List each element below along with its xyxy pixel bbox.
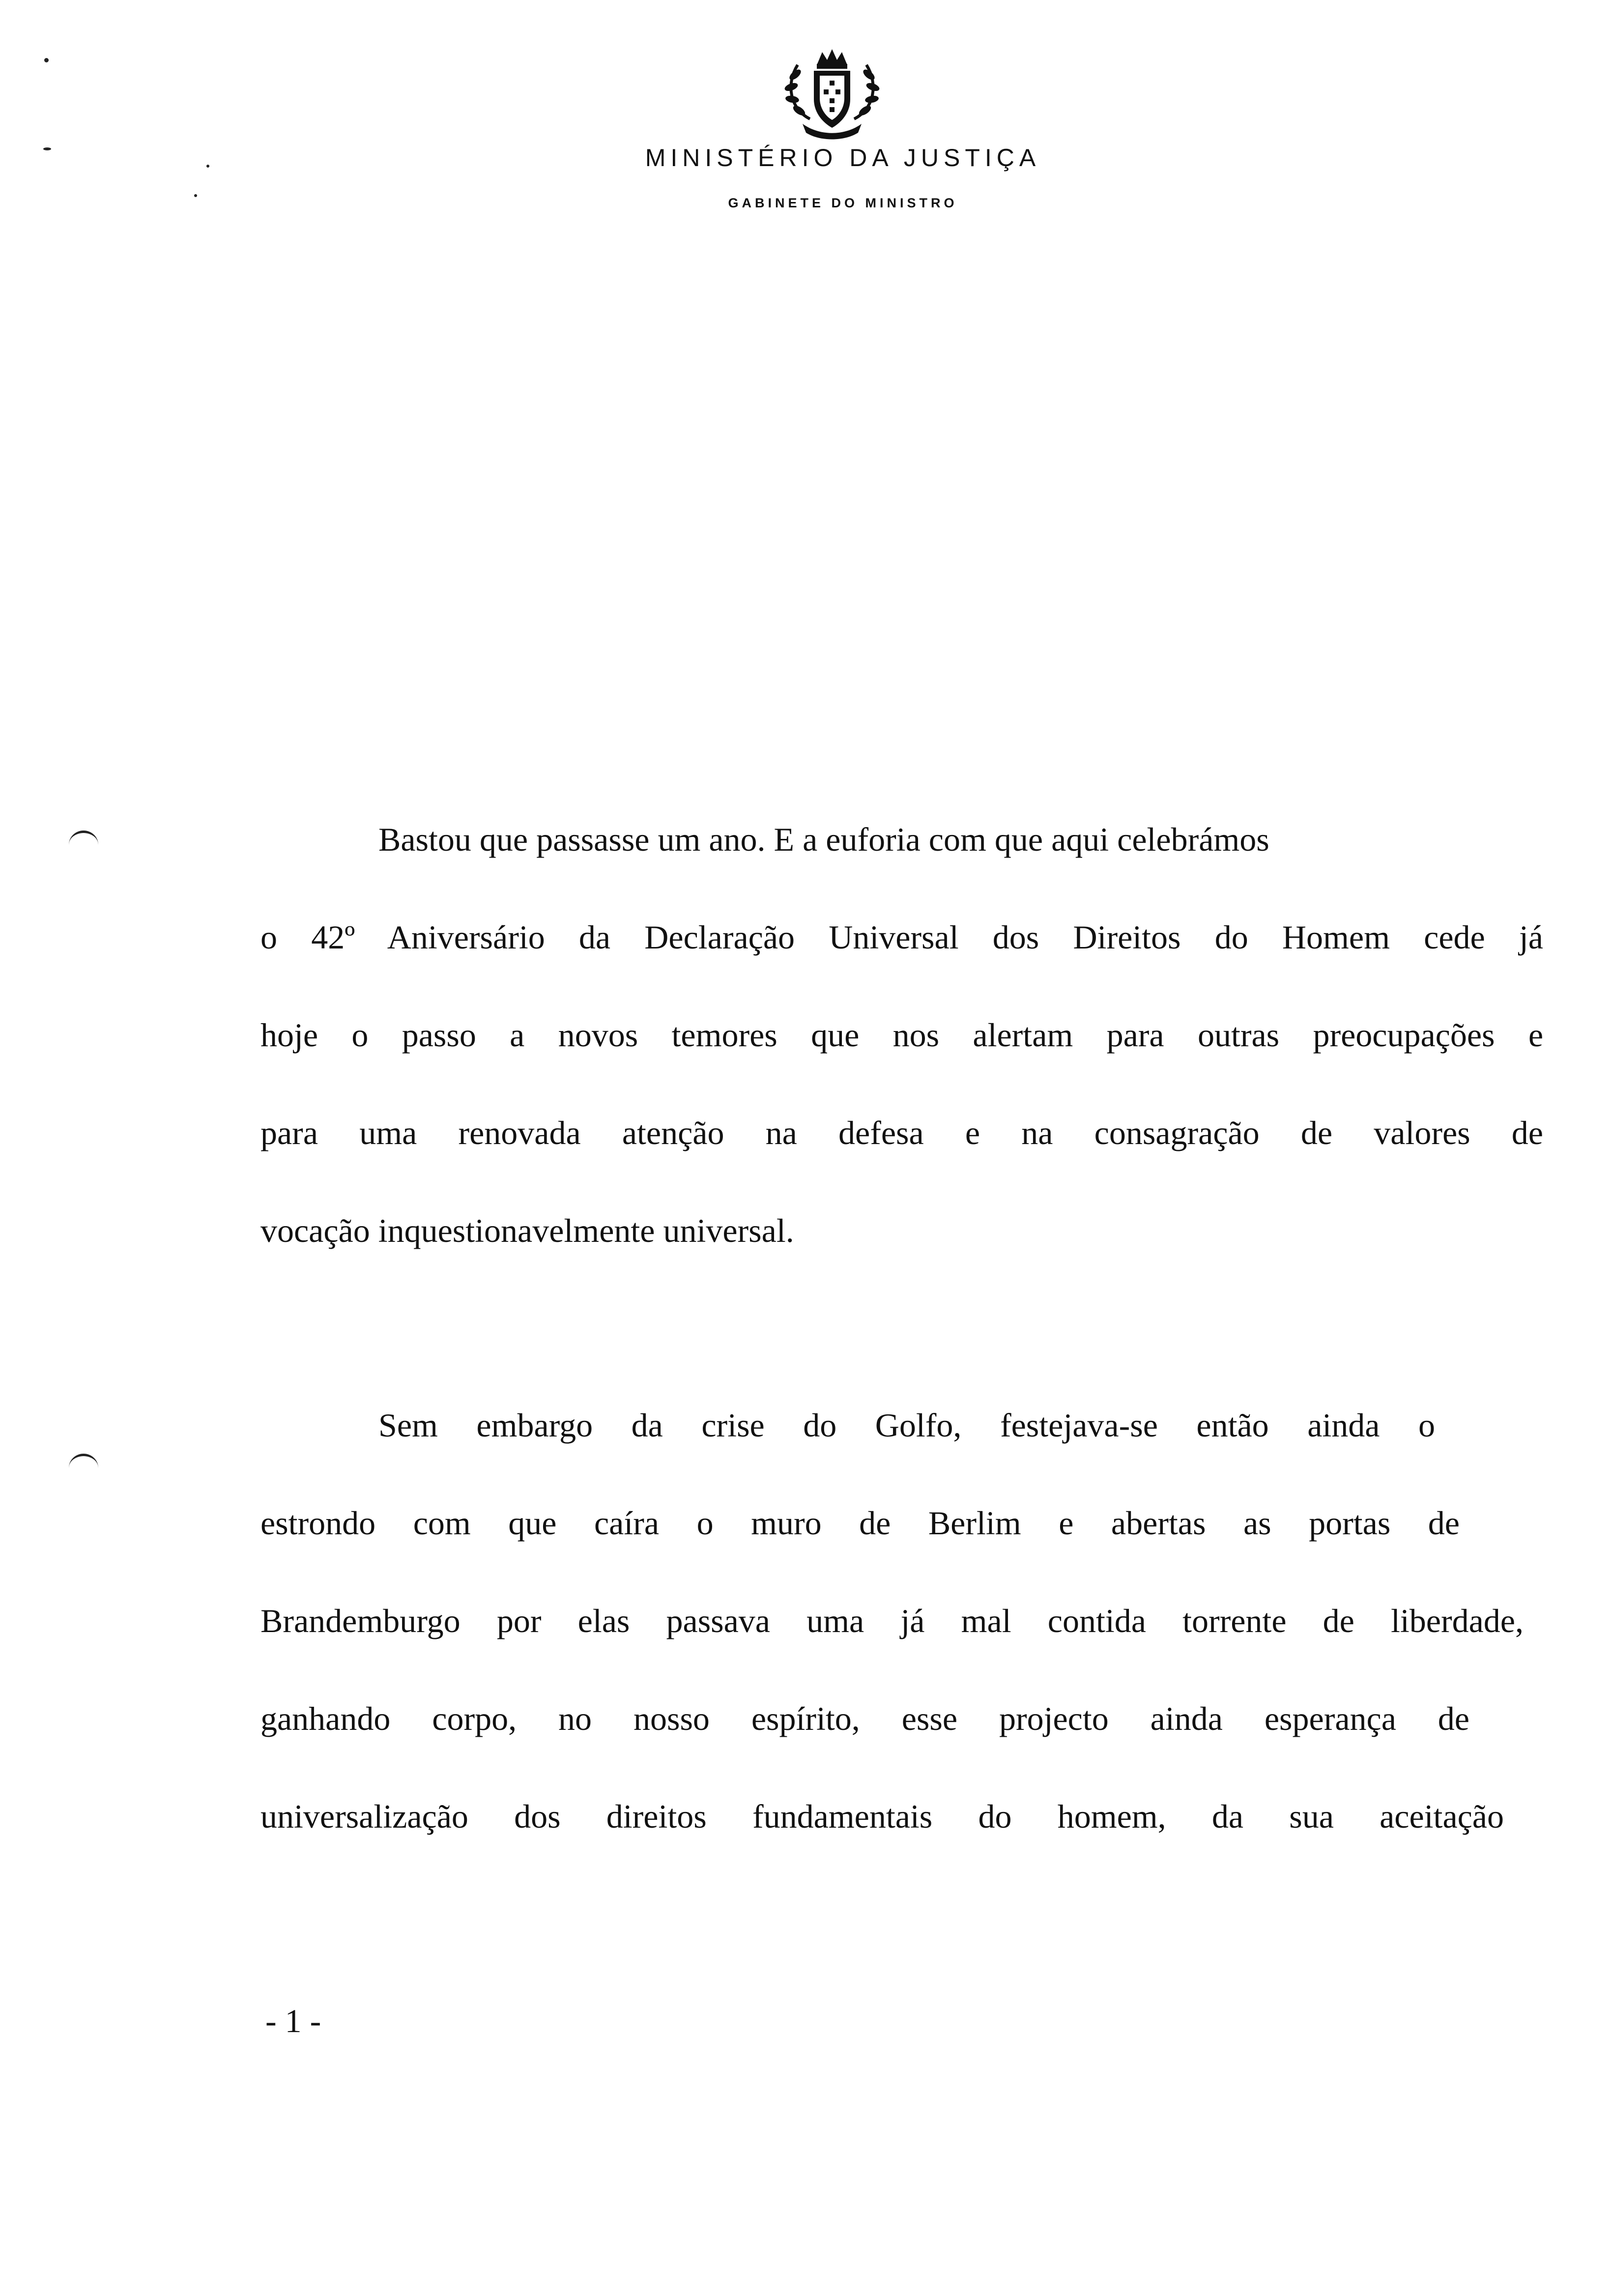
coat-of-arms-icon (776, 45, 889, 144)
paragraph-2-line-4: ganhando corpo, no nosso espírito, esse projecto ainda esperança de (260, 1700, 1469, 1737)
scan-hole-punch-mark (69, 831, 98, 845)
paragraph-1-line-1: Bastou que passasse um ano. E a euforia com que aqui celebrámos (378, 821, 1269, 858)
scan-speck (44, 58, 49, 62)
paragraph-2-line-2: estrondo com que caíra o muro de Berlim e abertas as portas de (260, 1504, 1460, 1542)
ministry-title: MINISTÉRIO DA JUSTIÇA (645, 144, 1041, 172)
scan-hole-punch-mark (69, 1454, 98, 1468)
paragraph-2-line-1: Sem embargo da crise do Golfo, festejava-se então ainda o (378, 1406, 1435, 1444)
paragraph-1-line-4: para uma renovada atenção na defesa e na consagração de valores de (260, 1114, 1543, 1151)
cabinet-subtitle: GABINETE DO MINISTRO (728, 196, 958, 210)
paragraph-1-line-2: o 42º Aniversário da Declaração Universal dos Direitos do Homem cede já (260, 918, 1543, 956)
paragraph-1-line-3: hoje o passo a novos temores que nos alertam para outras preocupações e (260, 1016, 1543, 1054)
paragraph-2-line-5: universalização dos direitos fundamentais do homem, da sua aceitação (260, 1798, 1504, 1835)
page-number: - 1 - (265, 2002, 321, 2039)
paragraph-1-line-5: vocação inquestionavelmente universal. (260, 1212, 794, 1249)
paragraph-2-line-3: Brandemburgo por elas passava uma já mal contida torrente de liberdade, (260, 1602, 1524, 1639)
